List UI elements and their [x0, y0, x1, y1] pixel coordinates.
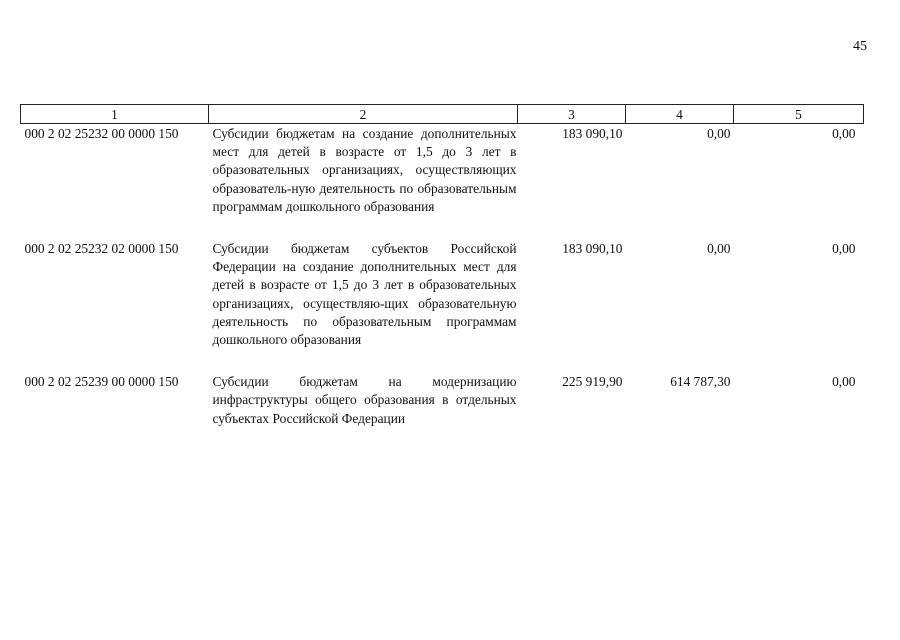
table-row — [21, 373, 864, 428]
column-header-3: 3 — [518, 105, 626, 124]
row-description: Субсидии бюджетам субъектов Российской Федерации на создание дополнительных мест для детей в возрасте от 1,5 до 3 лет в образовательных организациях, осуществляю-щих образовательную деятельность по образовательным программам дошкольного образования — [212, 241, 517, 348]
row-description: Субсидии бюджетам на модернизацию инфраструктуры общего образования в отдельных субъектах Российской Федерации — [212, 374, 517, 426]
table-row — [21, 240, 864, 349]
budget-table — [20, 104, 864, 428]
table-row — [21, 124, 864, 217]
column-header-5: 5 — [734, 105, 864, 124]
column-header-2: 2 — [209, 105, 518, 124]
value-col-3: 225 919,90 — [562, 374, 623, 390]
row-spacer — [21, 216, 864, 240]
row-description: Субсидии бюджетам на создание дополнительных мест для детей в возрасте от 1,5 до 3 лет в образовательных организациях, осуществляющих образователь-ную деятельность по образовательным программам дошкольного образования — [212, 126, 517, 214]
value-col-4: 614 787,30 — [670, 374, 731, 390]
column-header-4: 4 — [626, 105, 734, 124]
value-col-5: 0,00 — [832, 126, 856, 141]
value-col-5: 0,00 — [832, 241, 856, 257]
page-number: 45 — [853, 39, 867, 54]
row-spacer — [21, 349, 864, 373]
column-header-1: 1 — [21, 105, 209, 124]
value-col-4: 0,00 — [707, 241, 731, 257]
table-header-row — [21, 105, 864, 124]
value-col-5: 0,00 — [832, 374, 856, 390]
budget-code: 000 2 02 25232 02 0000 150 — [24, 241, 179, 257]
budget-code: 000 2 02 25232 00 0000 150 — [24, 126, 179, 141]
budget-code: 000 2 02 25239 00 0000 150 — [24, 374, 179, 390]
value-col-3: 183 090,10 — [562, 241, 623, 257]
value-col-3: 183 090,10 — [562, 126, 623, 141]
value-col-4: 0,00 — [707, 126, 731, 141]
